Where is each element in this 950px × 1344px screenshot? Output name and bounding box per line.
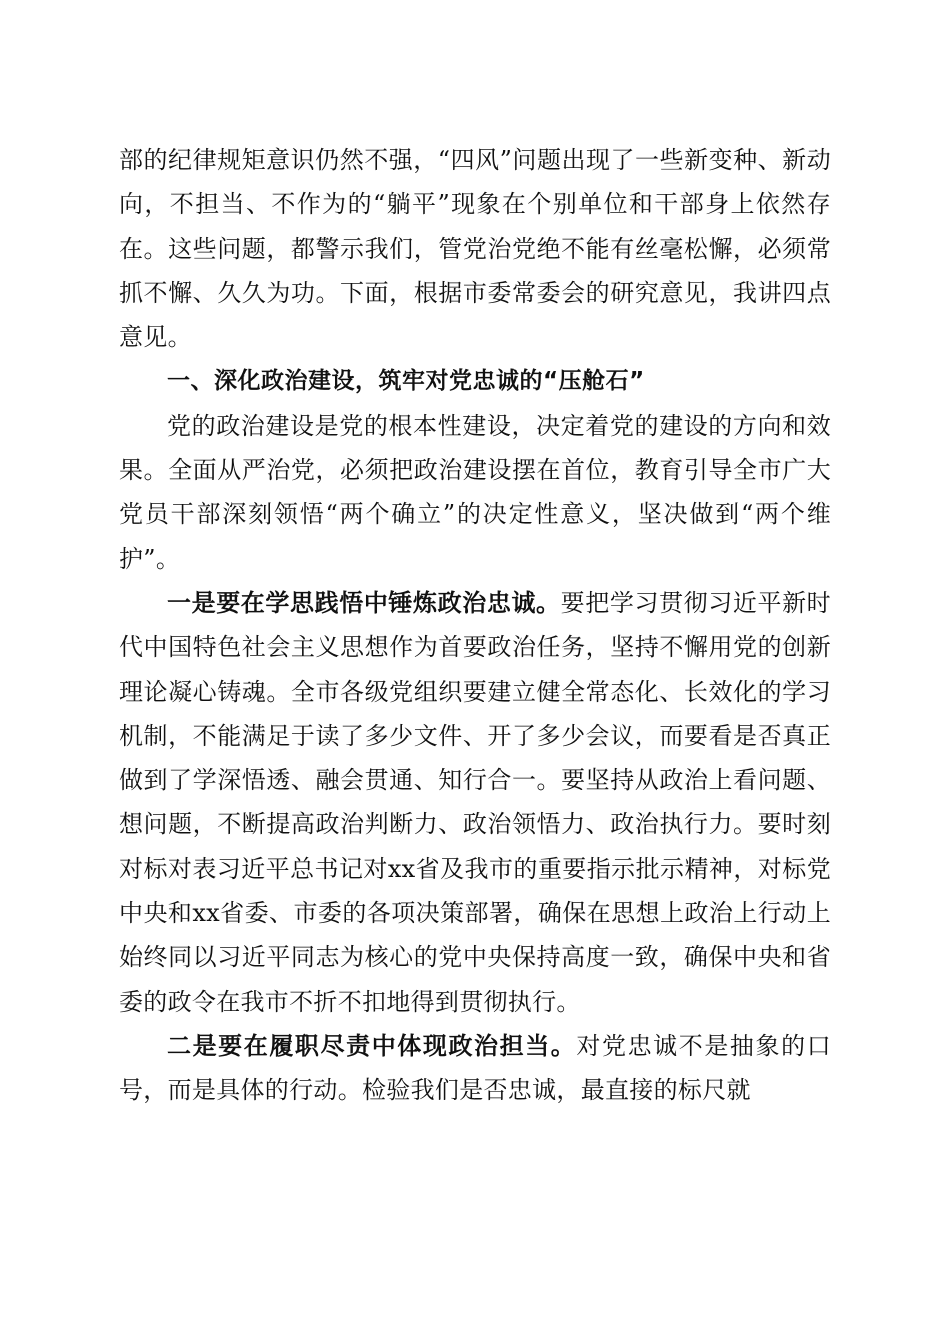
point-two-lead: 二是要在履职尽责中体现政治担当。 bbox=[167, 1030, 577, 1060]
section-heading-1: 一、深化政治建设，筑牢对党忠诚的“压舱石” bbox=[167, 368, 645, 395]
paragraph-point-two bbox=[119, 1024, 831, 1113]
paragraph-political-building: 党的政治建设是党的根本性建设，决定着党的建设的方向和效果。全面从严治党，必须把政治建设摆在首位，教育引导全市广大党员干部深刻领悟“两个确立”的决定性意义，坚决做到“两个维护”。 bbox=[119, 411, 831, 573]
paragraph-point-one bbox=[119, 581, 831, 1024]
point-two-body: 对党忠诚不是抽象的口号，而是具体的行动。检验我们是否忠诚，最直接的标尺就 bbox=[119, 1031, 831, 1105]
point-one-lead: 一是要在学思践悟中锤炼政治忠诚。 bbox=[167, 587, 561, 617]
document-body bbox=[119, 138, 831, 1113]
point-one-body: 要把学习贯彻习近平新时代中国特色社会主义思想作为首要政治任务，坚持不懈用党的创新理论凝心铸魂。全市各级党组织要建立健全常态化、长效化的学习机制，不能满足于读了多少文件、开了多少会议，而要看是否真正做到了学深悟透、融会贯通、知行合一。要坚持从政治上看问题、想问题，不断提高政治判断力、政治领悟力、政治执行力。要时刻对标对表习近平总书记对xx省及我市的重要指示批示精神，对标党中央和xx省委、市委的各项决策部署，确保在思想上政治上行动上始终同以习近平同志为核心的党中央保持高度一致，确保中央和省委的政令在我市不折不扣地得到贯彻执行。 bbox=[119, 588, 831, 1016]
paragraph-intro-continuation: 部的纪律规矩意识仍然不强，“四风”问题出现了一些新变种、新动向，不担当、不作为的“躺平”现象在个别单位和干部身上依然存在。这些问题，都警示我们，管党治党绝不能有丝毫松懈，必须常抓不懈、久久为功。下面，根据市委常委会的研究意见，我讲四点意见。 bbox=[119, 146, 831, 352]
